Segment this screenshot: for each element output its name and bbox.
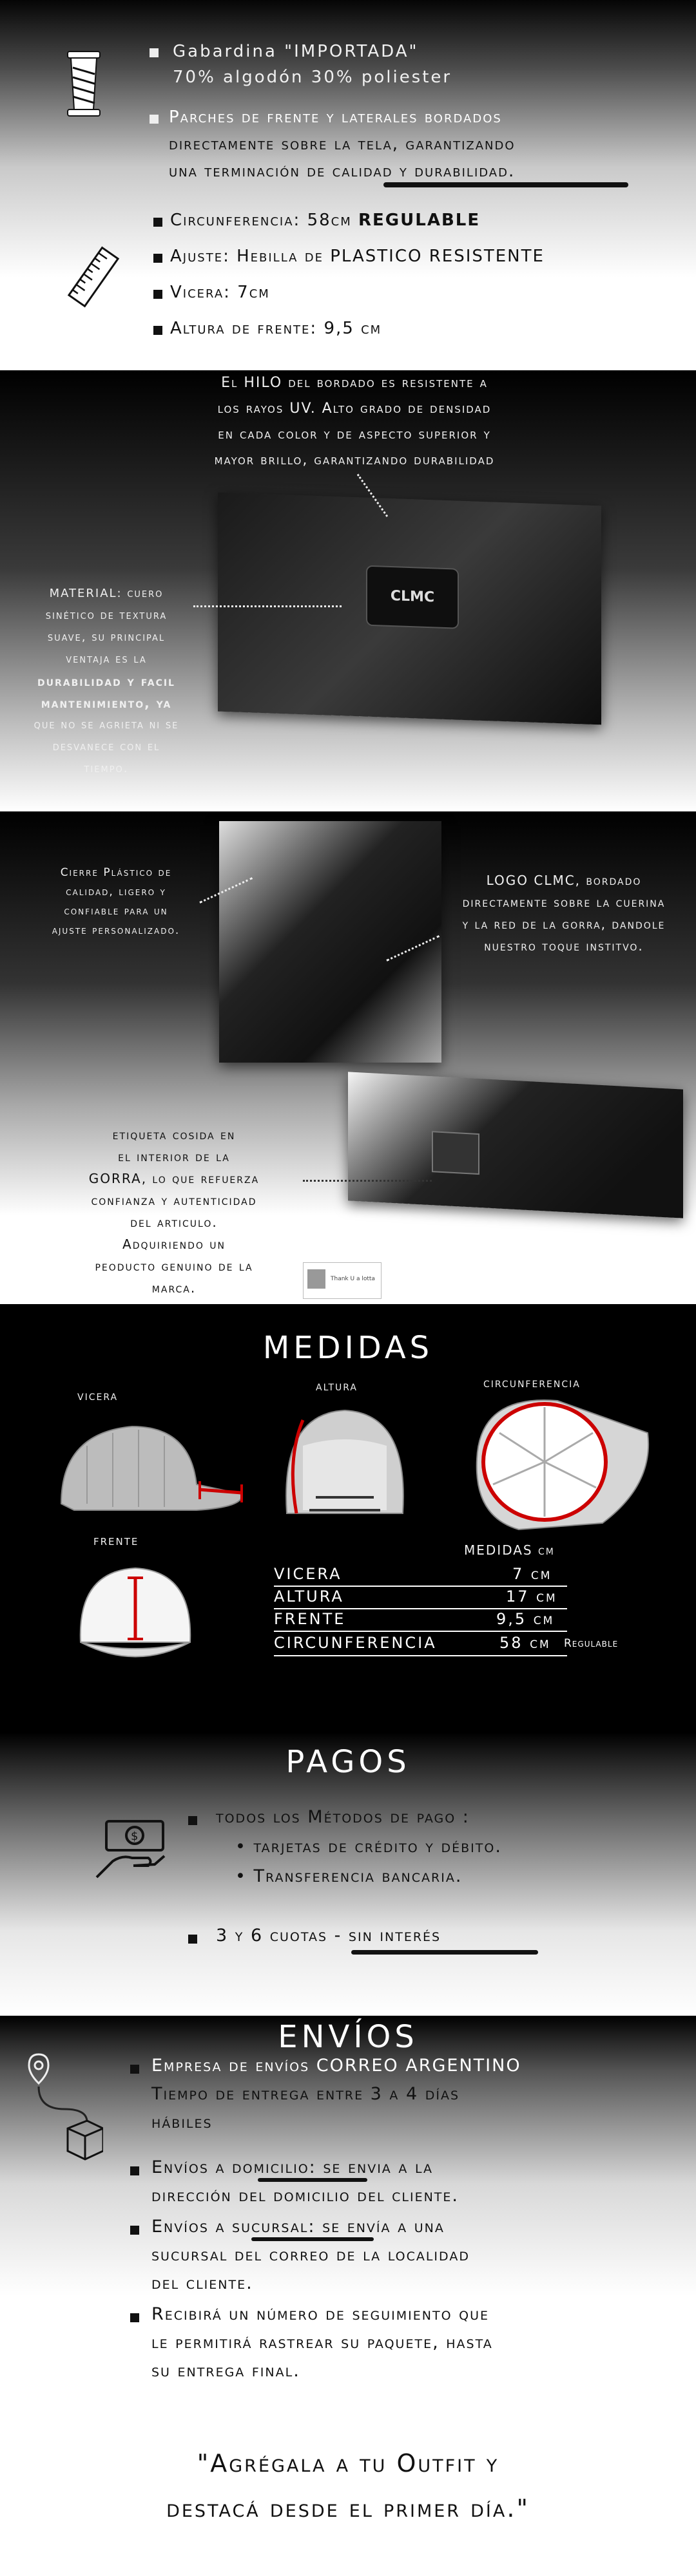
shipping-title: ENVÍOS bbox=[278, 2019, 418, 2055]
delivery-route-icon bbox=[26, 2051, 103, 2161]
home-delivery-line: Envíos a domicilio: se envia a la bbox=[151, 2157, 433, 2177]
cap-side-diagram bbox=[48, 1407, 255, 1526]
table-row-name: VICERA bbox=[274, 1565, 342, 1583]
material-section bbox=[0, 370, 696, 811]
cap-photo-back bbox=[219, 821, 441, 1063]
table-rule bbox=[274, 1586, 567, 1587]
logo-line: LOGO CLMC, bordado bbox=[486, 873, 642, 888]
bullet bbox=[150, 48, 159, 57]
thread-description bbox=[148, 370, 561, 473]
bullet bbox=[150, 115, 159, 124]
clmc-patch: CLMC bbox=[366, 565, 459, 629]
height-label: altura bbox=[316, 1378, 358, 1394]
payments-section bbox=[0, 1732, 696, 2016]
patches-line-3: una terminación de calidad y durabilidad. bbox=[169, 162, 516, 181]
transfer-line: • Transferencia bancaria. bbox=[235, 1866, 463, 1886]
tag-text: Thank U a lotta bbox=[331, 1276, 375, 1282]
cap-front-diagram bbox=[74, 1558, 197, 1671]
details-section bbox=[0, 811, 696, 1304]
table-row-value: 58 cm bbox=[499, 1634, 551, 1652]
branch-delivery-line: Envíos a sucursal: se envía a una bbox=[151, 2217, 445, 2237]
bullet bbox=[153, 290, 162, 299]
bullet bbox=[130, 2166, 139, 2175]
closure-line: ajuste personalizado. bbox=[52, 924, 180, 937]
material-line: suave, su principal bbox=[47, 630, 166, 644]
bullet bbox=[153, 254, 162, 263]
underline-swoosh bbox=[258, 2178, 367, 2182]
front-label: frente bbox=[93, 1533, 139, 1549]
table-rule bbox=[274, 1608, 567, 1609]
visor-line: Vicera: 7cm bbox=[170, 283, 270, 302]
dotted-pointer bbox=[193, 605, 342, 607]
closure-line: Cierre Plástico de bbox=[60, 866, 172, 879]
dotted-pointer bbox=[303, 1180, 432, 1182]
bullet bbox=[188, 1935, 197, 1944]
branch-delivery-line-2: sucursal del correo de la localidad bbox=[151, 2245, 470, 2265]
home-delivery-line-2: dirección del domicilio del cliente. bbox=[151, 2186, 459, 2206]
closing-quote bbox=[0, 2441, 696, 2531]
circumference-label: circunferencia bbox=[483, 1375, 581, 1390]
branch-delivery-line-3: del cliente. bbox=[151, 2273, 253, 2293]
material-line: mantenimiento, ya bbox=[41, 696, 172, 711]
patches-line-1: Parches de frente y laterales bordados bbox=[169, 108, 502, 127]
tracking-line-3: su entrega final. bbox=[151, 2361, 300, 2381]
composition-line: 70% algodón 30% poliester bbox=[173, 68, 452, 87]
tag-card bbox=[303, 1262, 382, 1299]
ruler-icon bbox=[61, 242, 126, 312]
cash-hand-icon bbox=[93, 1816, 171, 1887]
label-line: GORRA, lo que refuerza bbox=[88, 1171, 260, 1186]
card-line: • tarjetas de crédito y débito. bbox=[235, 1837, 502, 1857]
table-row-name: ALTURA bbox=[274, 1587, 344, 1605]
quote-line: "Agrégala a tu Outfit y bbox=[197, 2449, 499, 2477]
label-line: confianza y autenticidad bbox=[91, 1193, 257, 1208]
closure-description bbox=[19, 863, 213, 940]
bullet bbox=[188, 1816, 197, 1825]
table-rule bbox=[274, 1655, 567, 1656]
label-line: etiqueta cosida en bbox=[112, 1127, 236, 1142]
label-line: el interior de la bbox=[118, 1149, 230, 1164]
underline-swoosh bbox=[351, 1950, 538, 1955]
front-height-line: Altura de frente: 9,5 cm bbox=[170, 319, 382, 338]
fabric-line: Gabardina "IMPORTADA" bbox=[173, 42, 419, 61]
logo-line: directamente sobre la cuerina bbox=[462, 895, 666, 910]
label-line: marca. bbox=[151, 1280, 197, 1296]
material-line: sinético de textura bbox=[45, 609, 168, 622]
label-line: Adquiriendo un bbox=[122, 1236, 226, 1252]
material-line: que no se agrieta ni se bbox=[34, 718, 179, 732]
material-line: ventaja es la bbox=[66, 652, 147, 666]
shipping-section bbox=[0, 2016, 696, 2576]
material-line: MATERIAL: cuero bbox=[49, 587, 164, 600]
label-line: peoducto genuino de la bbox=[95, 1258, 253, 1274]
tracking-line: Recibirá un número de seguimiento que bbox=[151, 2304, 489, 2324]
cap-underside-diagram bbox=[474, 1394, 654, 1533]
thread-spool-icon bbox=[61, 48, 106, 119]
table-row-value: 17 cm bbox=[506, 1587, 557, 1605]
circumference-line: Circunferencia: 58cm REGULABLE bbox=[170, 211, 481, 230]
product-specs-section bbox=[0, 0, 696, 370]
closure-line: confiable para un bbox=[64, 905, 168, 918]
measurements-title: MEDIDAS bbox=[262, 1330, 434, 1366]
label-line: del articulo. bbox=[130, 1215, 218, 1230]
underline-swoosh bbox=[251, 2237, 374, 2241]
thread-line: El HILO del bordado es resistente a bbox=[221, 375, 488, 391]
thread-line: mayor brillo, garantizando durabilidad bbox=[214, 452, 495, 468]
label-description bbox=[52, 1124, 296, 1299]
adjust-line: Ajuste: Hebilla de PLASTICO RESISTENTE bbox=[170, 247, 545, 266]
underline-swoosh bbox=[383, 182, 628, 187]
thread-line: los rayos UV. Alto grado de densidad bbox=[217, 401, 492, 417]
delivery-time-line-2: hábiles bbox=[151, 2112, 213, 2132]
cap-back-diagram bbox=[277, 1394, 412, 1526]
bullet bbox=[153, 326, 162, 335]
courier-line: Empresa de envíos CORREO ARGENTINO bbox=[151, 2056, 521, 2076]
payments-title: PAGOS bbox=[285, 1744, 411, 1780]
table-row-name: CIRCUNFERENCIA bbox=[274, 1634, 437, 1652]
cap-photo-front bbox=[218, 493, 601, 725]
tag-image bbox=[307, 1269, 325, 1289]
patches-line-2: directamente sobre la tela, garantizando bbox=[169, 135, 516, 154]
payment-methods-line: todos los Métodos de pago : bbox=[216, 1807, 470, 1827]
logo-description bbox=[432, 869, 696, 957]
installments-line: 3 y 6 cuotas - sin interés bbox=[216, 1926, 441, 1946]
delivery-time-line: Tiempo de entrega entre 3 a 4 días bbox=[151, 2084, 460, 2104]
table-row-name: FRENTE bbox=[274, 1610, 346, 1628]
table-row-value: 7 cm bbox=[512, 1565, 552, 1583]
visor-label: vicera bbox=[77, 1388, 119, 1403]
tracking-line-2: le permitirá rastrear su paquete, hasta bbox=[151, 2333, 493, 2353]
bullet bbox=[153, 218, 162, 227]
table-row-extra: Regulable bbox=[564, 1637, 619, 1650]
material-line: desvanece con el bbox=[52, 740, 160, 753]
table-rule bbox=[274, 1631, 567, 1632]
inner-label bbox=[432, 1131, 479, 1175]
table-header: MEDIDAS cm bbox=[464, 1542, 555, 1558]
material-description bbox=[13, 583, 200, 780]
cap-inside-photo bbox=[348, 1072, 683, 1218]
material-line: tiempo. bbox=[84, 762, 129, 775]
measurements-section bbox=[0, 1304, 696, 1732]
bullet bbox=[130, 2226, 139, 2235]
svg-text:$: $ bbox=[131, 1830, 139, 1843]
bullet bbox=[130, 2313, 139, 2322]
material-line: durabilidad y facil bbox=[37, 674, 175, 689]
table-row-value: 9,5 cm bbox=[496, 1610, 555, 1628]
quote-line: destacá desde el primer día." bbox=[166, 2494, 530, 2523]
thread-line: en cada color y de aspecto superior y bbox=[218, 426, 491, 442]
bullet bbox=[130, 2065, 139, 2074]
closure-line: calidad, ligero y bbox=[66, 886, 166, 898]
logo-line: nuestro toque institvo. bbox=[484, 938, 644, 954]
logo-line: y la red de la gorra, dandole bbox=[462, 916, 666, 932]
